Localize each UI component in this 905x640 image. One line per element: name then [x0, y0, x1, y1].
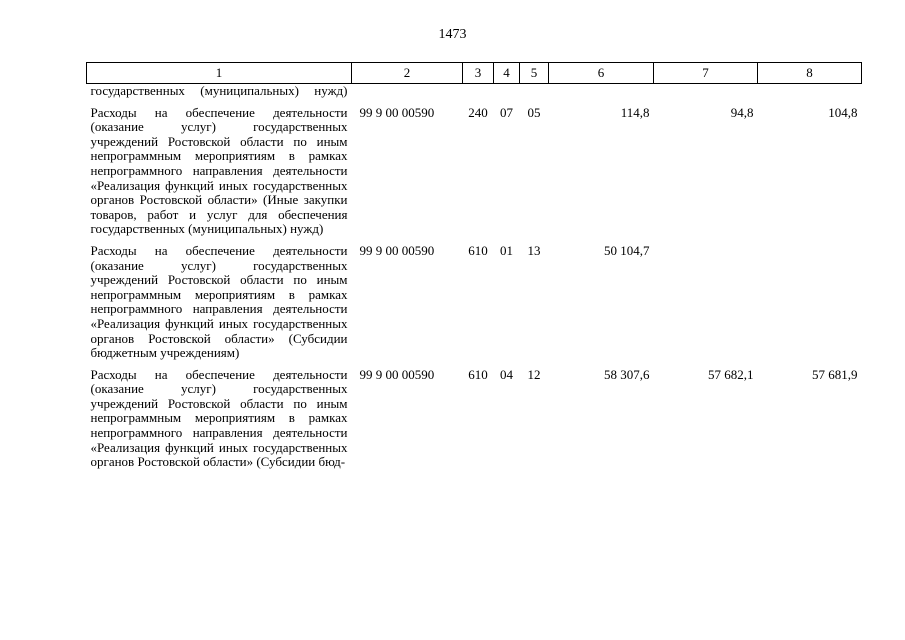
table-header-row [87, 63, 862, 84]
row-amount-col8 [758, 84, 862, 106]
row-expense-type [463, 84, 494, 106]
budget-table [86, 62, 862, 477]
row-description: Расходы на обеспечение деятельности (оказание услуг) государственных учреждений Ростовской области по иным непрограммным мероприятиям в рамках непрограммного направления деятельности «Реализация функций иных государственных органов Ростовской области» (Субсидии бюджетным учреждениям) [90, 242, 348, 361]
row-amount-col6 [549, 84, 654, 106]
row-amount-col7: 57 682,1 [708, 366, 754, 382]
column-header: 8 [758, 63, 862, 84]
row-target-code: 99 9 00 00590 [359, 242, 435, 258]
row-amount-col8: 104,8 [828, 104, 858, 120]
row-amount-col6: 50 104,7 [604, 242, 650, 258]
row-amount-col8 [758, 244, 862, 368]
column-header: 4 [494, 63, 520, 84]
row-description: государственных (муниципальных) нужд) [90, 83, 348, 98]
page-number: 1473 [438, 27, 467, 42]
row-subsection [520, 84, 549, 106]
column-header: 3 [463, 63, 494, 84]
row-subsection: 13 [527, 242, 541, 258]
row-section: 07 [500, 104, 513, 120]
column-header: 6 [549, 63, 654, 84]
table-row [87, 368, 862, 477]
row-target-code: 99 9 00 00590 [359, 366, 435, 382]
row-description: Расходы на обеспечение деятельности (оказание услуг) государственных учреждений Ростовской области по иным непрограммным мероприятиям в рамках непрограммного направления деятельности «Реализация функций иных государственных органов Ростовской области» (Субсидии бюд- [90, 366, 348, 470]
row-expense-type: 240 [468, 104, 488, 120]
row-subsection: 12 [527, 366, 541, 382]
row-amount-col7: 94,8 [730, 104, 754, 120]
row-amount-col7 [654, 84, 758, 106]
table-row [87, 244, 862, 368]
row-amount-col8: 57 681,9 [812, 366, 858, 382]
row-amount-col6: 58 307,6 [604, 366, 650, 382]
row-target-code [352, 84, 463, 106]
column-header: 7 [654, 63, 758, 84]
column-header: 5 [520, 63, 549, 84]
row-subsection: 05 [527, 104, 541, 120]
row-amount-col6: 114,8 [620, 104, 650, 120]
row-amount-col7 [654, 244, 758, 368]
row-expense-type: 610 [468, 242, 488, 258]
table-row [87, 84, 862, 106]
column-header: 1 [87, 63, 352, 84]
table-row [87, 106, 862, 244]
row-description: Расходы на обеспечение деятельности (оказание услуг) государственных учреждений Ростовской области по иным непрограммным мероприятиям в рамках непрограммного направления деятельности «Реализация функций иных государственных органов Ростовской области» (Иные закупки товаров, работ и услуг для обеспечения государственных (муниципальных) нужд) [90, 104, 348, 237]
row-section [494, 84, 520, 106]
row-expense-type: 610 [468, 366, 488, 382]
row-section: 04 [500, 366, 513, 382]
row-target-code: 99 9 00 00590 [359, 104, 435, 120]
row-section: 01 [500, 242, 513, 258]
column-header: 2 [352, 63, 463, 84]
